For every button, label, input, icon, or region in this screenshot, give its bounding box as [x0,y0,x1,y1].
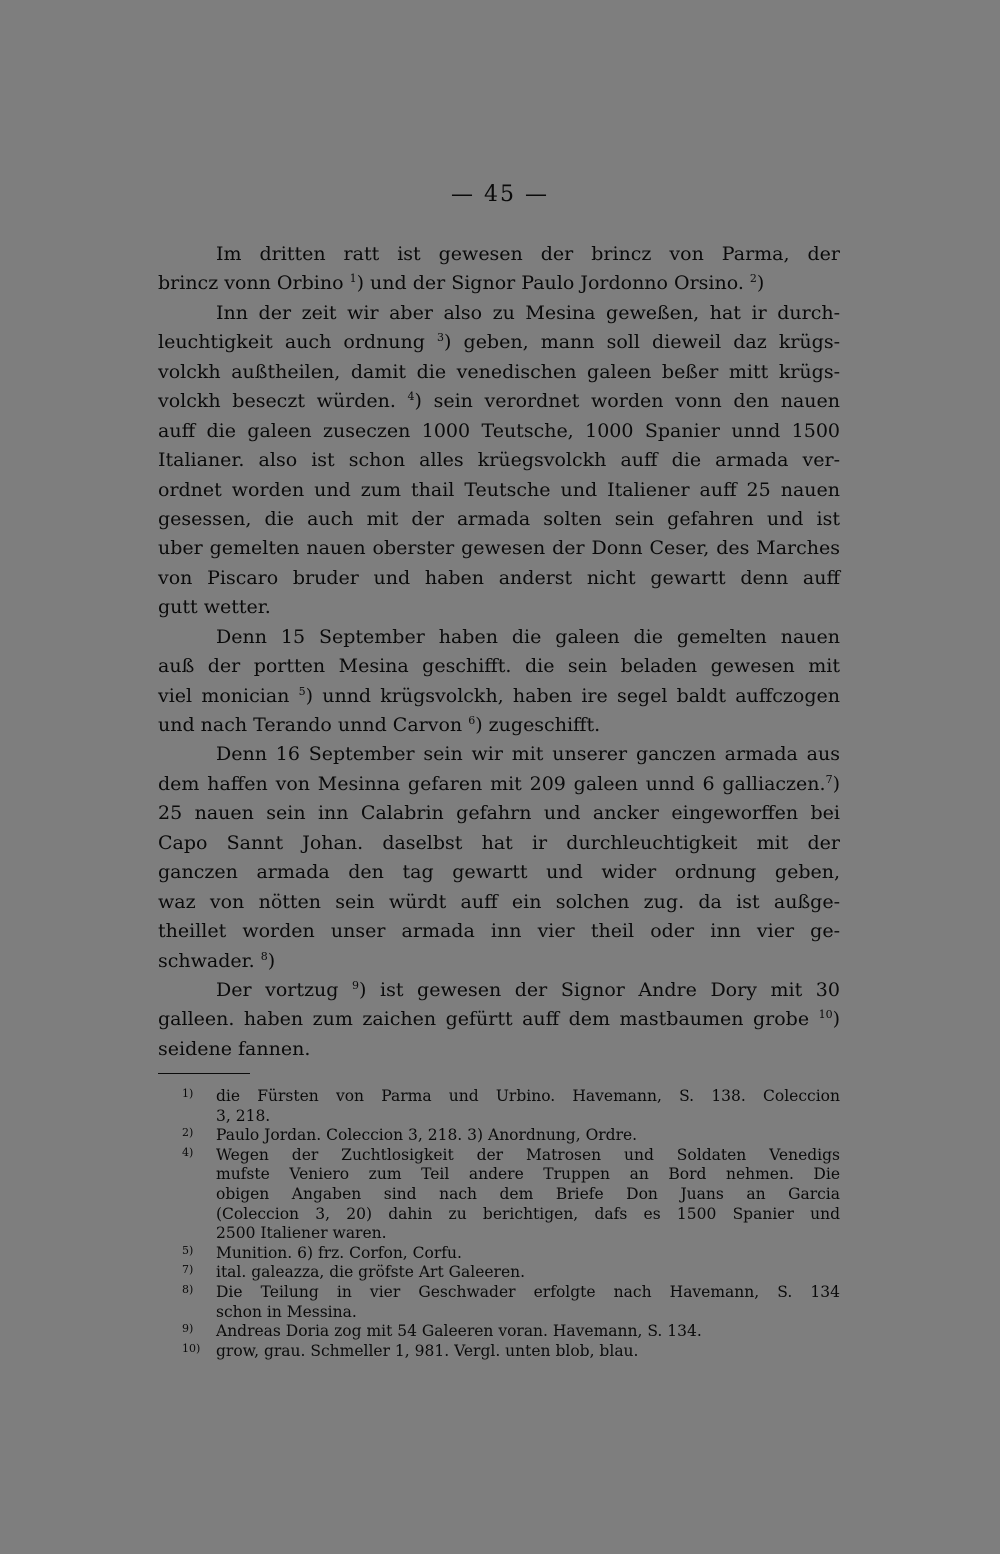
text-segment: auff die galeen zuseczen 1000 Teutsche, 1000 Spanier unnd 1500 [158,419,840,442]
footnote-reference: 5 [298,684,306,698]
footnote-line: schon in Messina. [216,1302,357,1321]
text-segment: Der vortzug [216,978,353,1001]
text-segment: ) sein verordnet worden vonn den nauen [414,390,840,413]
text-segment: und nach Terando unnd Carvon [158,714,469,736]
text-segment: Denn 16 September sein wir mit unserer ganczen armada aus [216,743,840,766]
footnote-number: 1) [182,1087,194,1100]
footnote-number: 4) [182,1145,194,1159]
footnote-reference: 9 [352,978,360,992]
footnote-reference: 2 [749,272,757,286]
footnote-line: Andreas Doria zog mit 54 Galeeren voran. Havemann, S. 134. [216,1322,702,1341]
footnote-line: Munition. 6) frz. Corfon, Corfu. [216,1243,462,1262]
footnote-number: 2) [182,1126,194,1140]
footnote-line: ital. galeazza, die gröfste Art Galeeren. [216,1263,526,1282]
footnote [158,1146,840,1244]
footnote-reference: 1 [349,272,357,286]
text-segment: Denn 15 September haben die galeen die gemelten nauen [216,625,840,648]
footnote-line: die Fürsten von Parma und Urbino. Havemann, S. 138. Coleccion [216,1087,840,1105]
main-text [158,240,840,1064]
text-segment: Italianer. also ist schon alles krüegsvolckh auff die armada ver- [158,449,840,472]
text-line [158,917,840,946]
text-segment: brincz vonn Orbino [158,272,350,295]
text-line [158,770,840,799]
text-line [158,564,840,593]
footnote-reference: 10 [818,1008,833,1022]
text-segment: schwader. [158,949,261,972]
text-segment: ) geben, mann soll dieweil daz krügs- [444,331,840,354]
text-line [158,269,840,298]
text-line [158,534,840,563]
text-segment: gesessen, die auch mit der armada solten sein gefahren und ist [158,507,840,530]
text-line [158,387,840,416]
text-line [158,417,840,446]
text-segment: 25 nauen sein inn Calabrin gefahrn und ancker eingeworffen bei [158,802,840,825]
page-number: — 45 — [451,182,549,207]
text-line [158,858,840,887]
footnote [158,1244,840,1264]
footnote [158,1087,840,1126]
text-segment: ) unnd krügsvolckh, haben ire segel baldt auffczogen [305,684,840,707]
text-segment: ) zugeschifft. [475,714,601,736]
text-segment: Capo Sannt Johan. daselbst hat ir durchleuchtigkeit mit der [158,831,840,854]
footnote-number: 5) [182,1243,194,1257]
text-line [158,829,840,858]
footnote-reference: 6 [468,714,476,727]
text-segment: gutt wetter. [158,596,271,619]
footnote-line: mufste Veniero zum Teil andere Truppen an Bord nehmen. Die [216,1165,840,1184]
footnote [158,1263,840,1283]
text-line [158,947,840,976]
footnotes [158,1087,840,1361]
footnote-line: Die Teilung in vier Geschwader erfolgte nach Havemann, S. 134 [216,1282,840,1301]
text-line [158,240,840,269]
text-segment: viel monician [158,684,299,707]
footnote-number: 7) [182,1263,194,1277]
text-line [158,888,840,917]
footnote-line: (Coleccion 3, 20) dahin zu berichtigen, dafs es 1500 Spanier und [216,1204,840,1223]
text-line [158,799,840,828]
text-segment: galleen. haben zum zaichen gefürtt auff dem mastbaumen grobe [158,1008,819,1031]
footnote-line: obigen Angaben sind nach dem Briefe Don Juans an Garcia [216,1184,840,1203]
footnote-reference: 4 [407,390,415,404]
text-line [158,328,840,357]
text-segment: volckh beseczt würden. [158,390,408,413]
text-segment: auß der portten Mesina geschifft. die sein beladen gewesen mit [158,655,840,678]
footnote [158,1342,840,1362]
text-segment: Inn der zeit wir aber also zu Mesina geweßen, hat ir durch- [216,301,840,324]
text-segment: theillet worden unser armada inn vier theil oder inn vier ge- [158,920,840,943]
text-segment: ) ist gewesen der Signor Andre Dory mit 30 [359,978,840,1001]
text-line [158,652,840,681]
text-line [158,623,840,652]
text-line [158,446,840,475]
footnote-line: 3, 218. [216,1106,271,1125]
text-line [158,476,840,505]
text-segment: Im dritten ratt ist gewesen der brincz von Parma, der [216,243,840,265]
text-line [158,740,840,769]
footnote-reference: 8 [260,949,268,963]
text-segment: von Piscaro bruder und haben anderst nicht gewartt denn auff [158,566,840,589]
text-line [158,505,840,534]
footnote-number: 8) [182,1282,194,1296]
footnote-line: Paulo Jordan. Coleccion 3, 218. 3) Anordnung, Ordre. [216,1126,638,1145]
text-line [158,593,840,622]
text-segment: ordnet worden und zum thail Teutsche und Italiener auff 25 nauen [158,478,840,501]
text-segment: ) [267,949,276,972]
footnote-line: grow, grau. Schmeller 1, 981. Vergl. unten blob, blau. [216,1341,639,1360]
text-segment: leuchtigkeit auch ordnung [158,331,438,354]
footnote-separator [158,1073,250,1074]
text-segment: dem haffen von Mesinna gefaren mit 209 galeen unnd 6 galliaczen. [158,772,826,795]
footnote-line: 2500 Italiener waren. [216,1224,387,1243]
text-segment: ) und der Signor Paulo Jordonno Orsino. [356,272,750,295]
text-segment: uber gemelten nauen oberster gewesen der Donn Ceser, des Marches [158,537,840,560]
footnote [158,1322,840,1342]
text-line [158,682,840,711]
text-segment: seidene fannen. [158,1037,311,1060]
footnote-line: Wegen der Zuchtlosigkeit der Matrosen und Soldaten Venedigs [216,1145,840,1164]
footnote-reference: 7 [825,772,833,786]
text-line [158,1035,840,1064]
text-segment: ganczen armada den tag gewartt und wider ordnung geben, [158,861,840,884]
footnote [158,1283,840,1322]
footnote [158,1126,840,1146]
text-segment: ) [756,272,765,295]
text-segment: waz von nötten sein würdt auff ein solchen zug. da ist außge- [158,890,840,913]
text-line [158,299,840,328]
text-segment: volckh außtheilen, damit die venedischen galeen beßer mitt krügs- [158,360,840,383]
text-segment: ) [832,1008,840,1031]
text-line [158,358,840,387]
text-segment: ) [832,772,840,795]
text-line [158,711,840,740]
footnote-number: 9) [182,1322,194,1336]
footnote-number: 10) [182,1341,201,1355]
text-line [158,976,840,1005]
footnote-reference: 3 [437,331,445,345]
text-line [158,1005,840,1034]
